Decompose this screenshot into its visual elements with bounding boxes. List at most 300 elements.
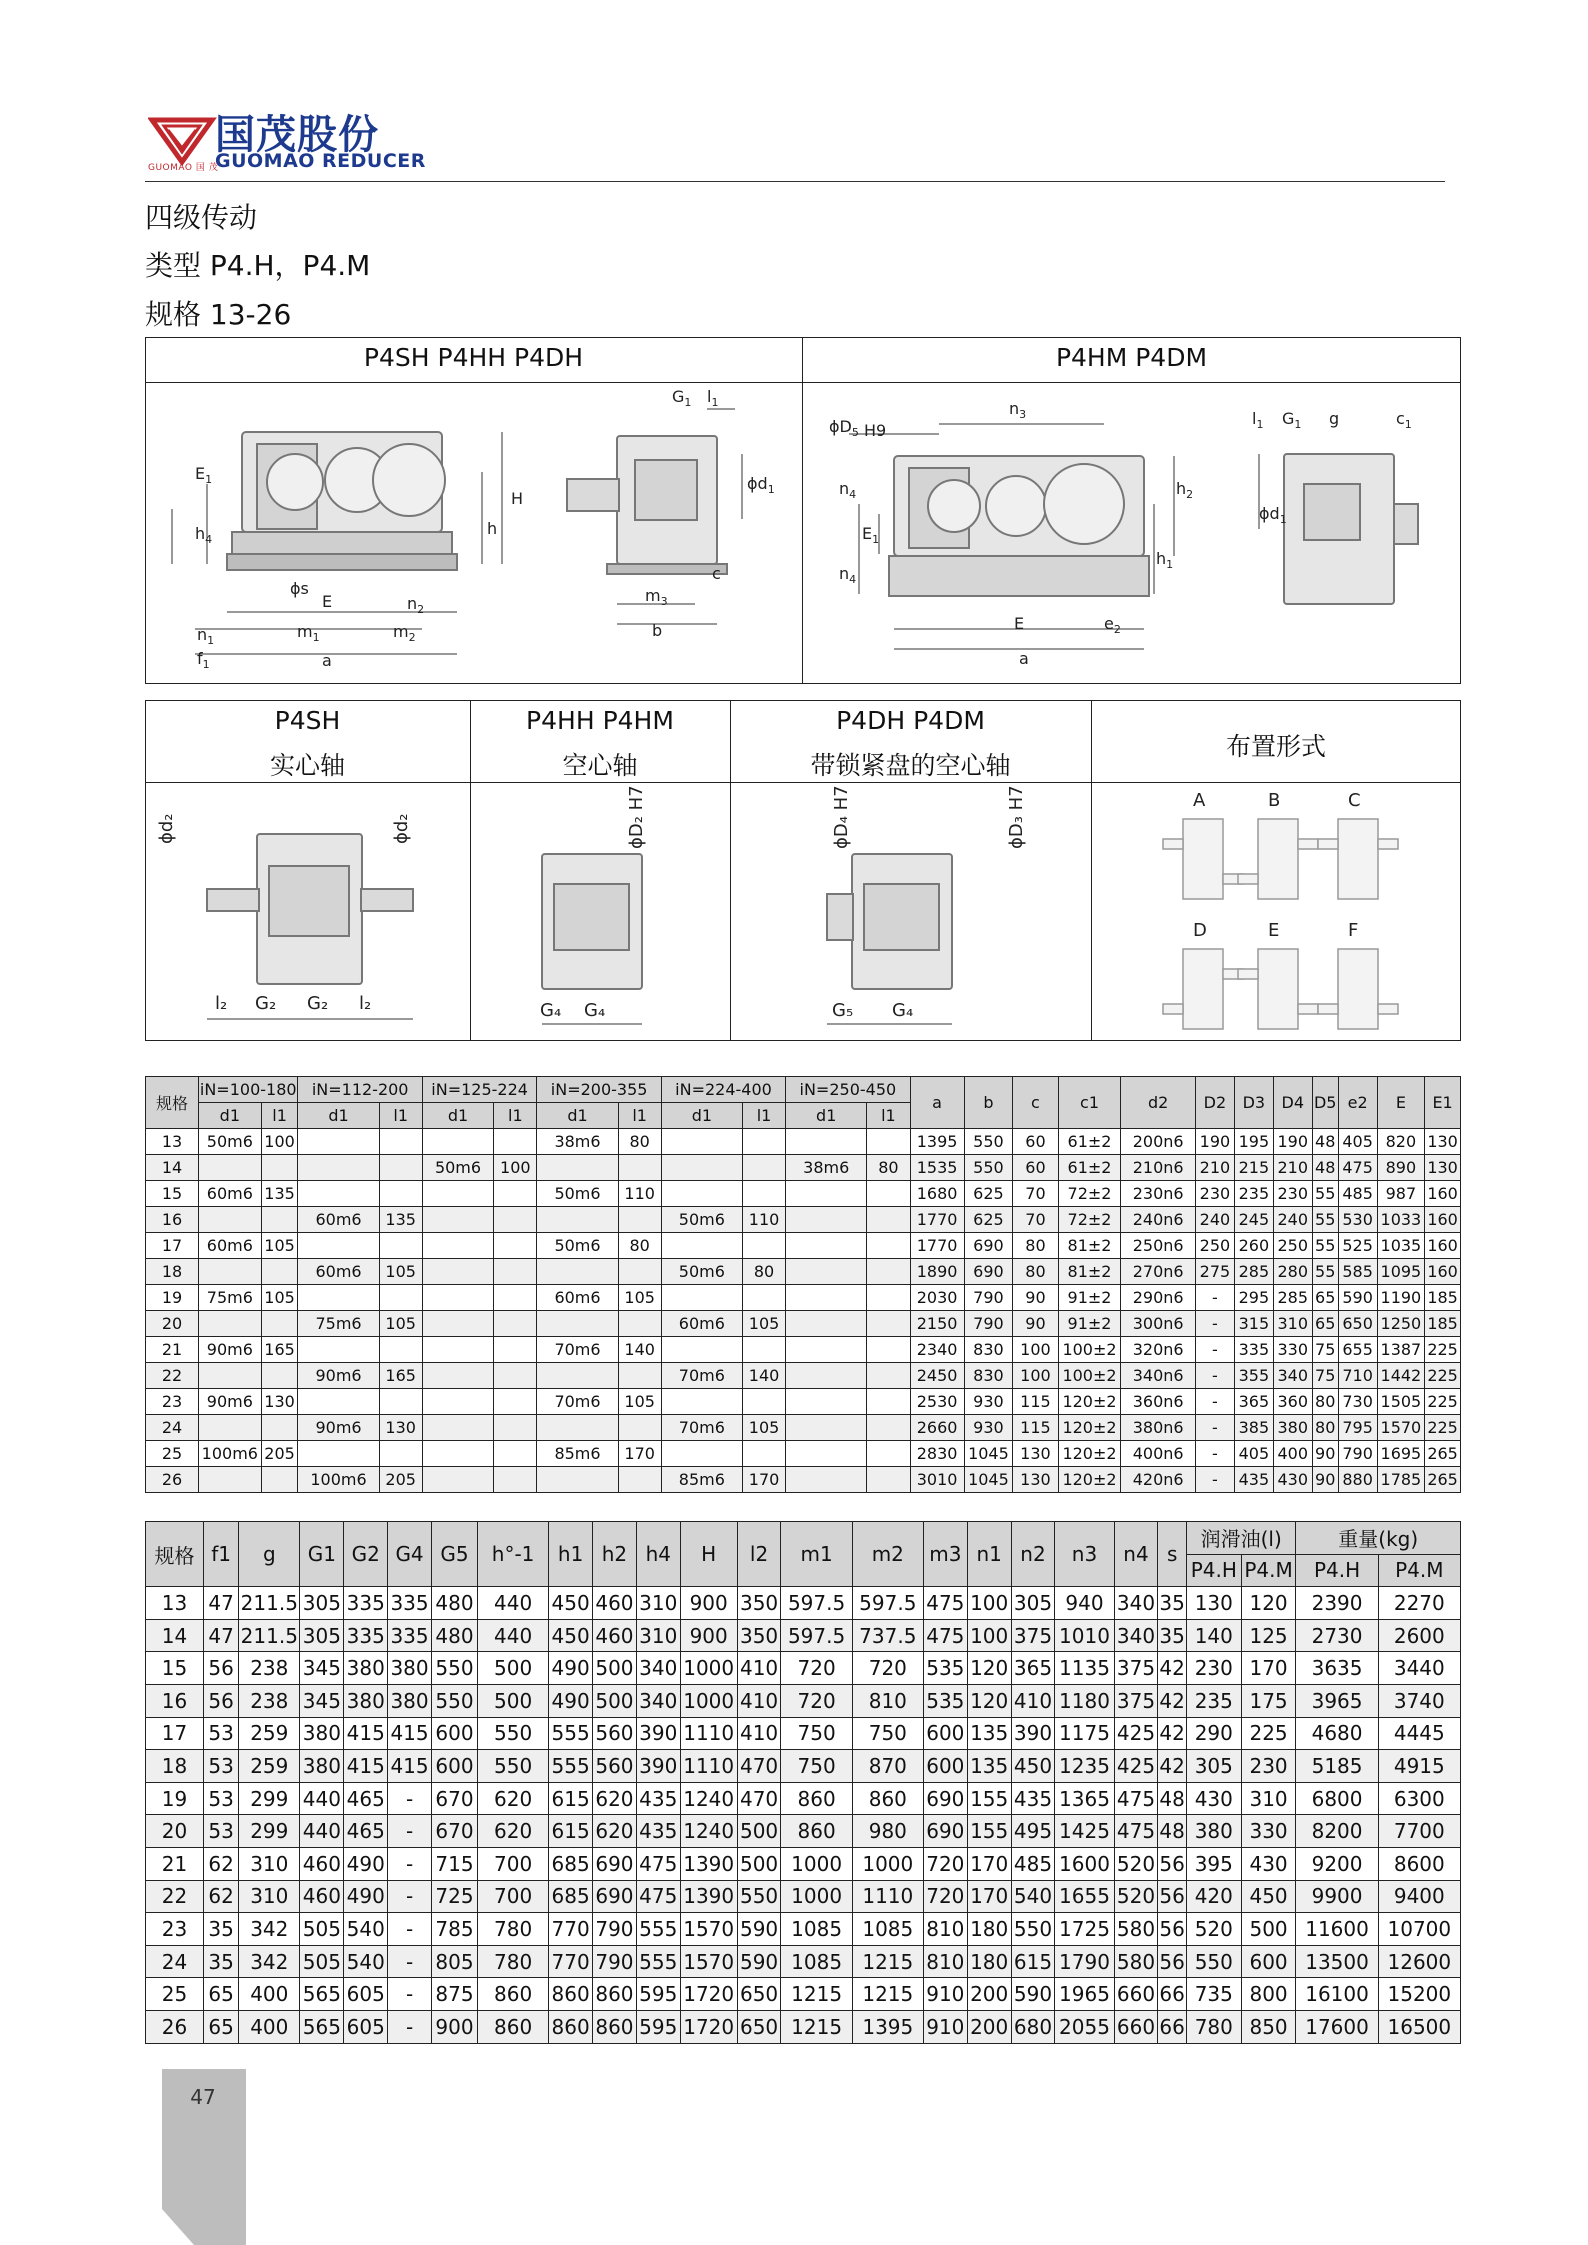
col-header: h4 [636,1522,680,1587]
col-header: l2 [737,1522,781,1587]
table-cell [422,1181,493,1207]
svg-text:m3: $m_3$ [645,586,668,608]
table-cell [786,1467,867,1493]
table-cell [298,1129,379,1155]
arrangement-diagrams [1093,784,1459,1039]
table-cell: 597.5 [852,1587,923,1620]
table-cell: 597.5 [781,1587,852,1620]
solid-shaft-drawing [147,784,469,1039]
table-cell [379,1285,422,1311]
table-cell: 230n6 [1121,1181,1196,1207]
table-cell: 12600 [1378,1945,1460,1978]
table-cell: 2660 [910,1415,964,1441]
table-cell: 295 [1234,1285,1273,1311]
table-cell: 225 [1425,1389,1461,1415]
table-cell [786,1285,867,1311]
table-cell: 21 [146,1847,204,1880]
table-cell: 105 [618,1389,661,1415]
table-cell: 90m6 [198,1389,261,1415]
table-cell: 790 [964,1285,1013,1311]
table-cell [494,1129,537,1155]
table-cell: 17 [146,1717,204,1750]
table-cell: - [388,1978,432,2011]
table-cell: 850 [1241,2010,1296,2043]
table-cell: 342 [239,1945,300,1978]
table-cell: 1785 [1377,1467,1425,1493]
table-cell: 530 [1338,1207,1377,1233]
shaft-title-shrink-disc: P4DH P4DM [836,706,985,735]
table-cell: 1965 [1055,1978,1114,2011]
table-cell [618,1155,661,1181]
table-cell [742,1181,785,1207]
table-cell: 105 [261,1233,298,1259]
table-cell: 660 [1114,2010,1158,2043]
table-cell: 85m6 [661,1467,742,1493]
brand-name-cn: 国茂股份 [215,112,379,158]
table-cell: 595 [636,1978,680,2011]
table-cell: 440 [477,1587,548,1620]
table-cell: 19 [146,1285,199,1311]
table-cell [661,1155,742,1181]
table-cell: 17 [146,1233,199,1259]
table-cell [537,1311,618,1337]
table-row [146,1587,1461,1620]
table-cell: 780 [477,1913,548,1946]
table-cell: 860 [477,1978,548,2011]
table-cell [786,1441,867,1467]
table-cell: 435 [636,1815,680,1848]
ratio-group-header: iN=200-355 [537,1077,661,1103]
table-cell: 100±2 [1058,1363,1121,1389]
table-cell: 565 [300,2010,344,2043]
table-cell: 120±2 [1058,1389,1121,1415]
table-cell: 13 [146,1129,199,1155]
table-cell: 490 [344,1880,388,1913]
table1-body [146,1129,1461,1493]
table-cell: 90m6 [198,1337,261,1363]
table-cell: 1695 [1377,1441,1425,1467]
table-cell: 500 [593,1652,637,1685]
table-row [146,1619,1461,1652]
table-cell: 225 [1425,1337,1461,1363]
table-cell: 155 [967,1782,1011,1815]
sub-header-l1: l1 [261,1103,298,1129]
table-cell: 250 [1273,1233,1312,1259]
table-cell: 38m6 [537,1129,618,1155]
table-cell: 720 [852,1652,923,1685]
table-cell: 380 [388,1684,432,1717]
table-cell: 930 [964,1389,1013,1415]
table-cell [742,1233,785,1259]
svg-text:ϕD₃ H7: ϕD₃ H7 [1006,785,1027,849]
table-cell: 940 [1055,1587,1114,1620]
table-cell [298,1155,379,1181]
table-cell: 230 [1273,1181,1312,1207]
table-cell: 1215 [781,2010,852,2043]
table-cell: 500 [477,1652,548,1685]
svg-text:ϕs: ϕs [290,579,309,598]
table-cell: 60m6 [661,1311,742,1337]
table-cell: 330 [1273,1337,1312,1363]
table-cell: 130 [1013,1441,1058,1467]
table-cell [618,1415,661,1441]
table-cell: 160 [1425,1181,1461,1207]
table-cell: 2340 [910,1337,964,1363]
table-cell: 250 [1195,1233,1234,1259]
table-cell: 1387 [1377,1337,1425,1363]
table-cell: 475 [636,1847,680,1880]
table-cell: 91±2 [1058,1285,1121,1311]
table-cell: 1720 [680,2010,737,2043]
svg-text:l₂: l₂ [215,993,228,1014]
table-cell: 620 [477,1815,548,1848]
table-cell: 1770 [910,1207,964,1233]
table-cell [786,1181,867,1207]
table-cell: 860 [852,1782,923,1815]
table-cell: 600 [1241,1945,1296,1978]
table-cell: 730 [1338,1389,1377,1415]
table-cell [867,1441,910,1467]
table-cell: 55 [1312,1207,1338,1233]
table-cell: 48 [1312,1129,1338,1155]
table-cell: 280 [1273,1259,1312,1285]
table-cell: 18 [146,1259,199,1285]
table-cell [742,1155,785,1181]
table-cell: 11600 [1296,1913,1378,1946]
table-cell [867,1389,910,1415]
svg-text:g: g [1329,409,1340,428]
table-cell: 585 [1338,1259,1377,1285]
table-cell: 670 [431,1815,477,1848]
table-cell: 4445 [1378,1717,1460,1750]
table-cell: 1215 [781,1978,852,2011]
table-cell: - [1195,1415,1234,1441]
sub-header-l1: l1 [742,1103,785,1129]
table-cell: 340 [636,1684,680,1717]
table-cell: 170 [1241,1652,1296,1685]
table-cell: 750 [781,1750,852,1783]
table-cell: 135 [379,1207,422,1233]
table-cell: 16500 [1378,2010,1460,2043]
table-cell: 470 [737,1750,781,1783]
table-cell: - [1195,1311,1234,1337]
table-cell: 790 [1338,1441,1377,1467]
table-cell [298,1389,379,1415]
table-cell [618,1467,661,1493]
table-cell: 890 [1377,1155,1425,1181]
svg-text:G₂: G₂ [255,993,277,1014]
table-cell: 310 [1241,1782,1296,1815]
table-cell: 910 [923,2010,967,2043]
table-cell: 1365 [1055,1782,1114,1815]
table-cell: - [388,1913,432,1946]
table-cell: 550 [964,1129,1013,1155]
table-cell: 400 [239,2010,300,2043]
table-cell: 490 [549,1684,593,1717]
table-cell: 340 [636,1652,680,1685]
table-cell: 238 [239,1684,300,1717]
table-cell: 35 [1158,1587,1186,1620]
table-cell: 14 [146,1155,199,1181]
table-cell: 260 [1234,1233,1273,1259]
table-cell [198,1415,261,1441]
svg-text:G₄: G₄ [892,1000,914,1021]
col-header: G2 [344,1522,388,1587]
gearbox-hollow-shaft-drawing [804,384,1459,682]
table-cell: 620 [593,1815,637,1848]
table-cell: 650 [737,2010,781,2043]
table-cell: 17600 [1296,2010,1378,2043]
table-cell [261,1363,298,1389]
sub-header-d1: d1 [198,1103,261,1129]
svg-text:e2: $e_2$ [1104,614,1121,636]
table-cell: 135 [967,1717,1011,1750]
table-cell: 110 [618,1181,661,1207]
table-cell: 115 [1013,1415,1058,1441]
table-row [146,1285,1461,1311]
table-cell: 230 [1241,1750,1296,1783]
table-cell: 505 [300,1945,344,1978]
table-cell: 70m6 [537,1337,618,1363]
table-cell: 440 [477,1619,548,1652]
dim-header: E [1377,1077,1425,1129]
dim-header: c1 [1058,1077,1121,1129]
table-cell: 580 [1114,1945,1158,1978]
table-cell: 56 [204,1684,239,1717]
dim-header: D5 [1312,1077,1338,1129]
table-cell: 85m6 [537,1441,618,1467]
table-cell: 100m6 [298,1467,379,1493]
sub-header-d1: d1 [786,1103,867,1129]
table-cell: 140 [742,1363,785,1389]
table-cell: 72±2 [1058,1181,1121,1207]
table-cell: 42 [1158,1750,1186,1783]
table-cell [786,1233,867,1259]
table-cell [261,1467,298,1493]
sub-header-l1: l1 [494,1103,537,1129]
table-cell: 1770 [910,1233,964,1259]
table-cell [422,1129,493,1155]
table-cell: 415 [344,1717,388,1750]
table-cell: 805 [431,1945,477,1978]
table-cell [661,1181,742,1207]
table-cell: 1085 [852,1913,923,1946]
table-cell: 2730 [1296,1619,1378,1652]
table-cell: 415 [388,1750,432,1783]
table-cell: 65 [204,2010,239,2043]
table-cell: 860 [549,2010,593,2043]
table-row [146,1233,1461,1259]
table-cell: 520 [1114,1847,1158,1880]
col-header: f1 [204,1522,239,1587]
table-cell: 1095 [1377,1259,1425,1285]
table-cell: 460 [593,1619,637,1652]
table-cell: 410 [1011,1684,1055,1717]
table-cell: 860 [781,1782,852,1815]
table-cell: 600 [431,1750,477,1783]
table-cell: 90 [1013,1311,1058,1337]
ratio-group-header: iN=112-200 [298,1077,422,1103]
table-cell: 20 [146,1815,204,1848]
table-cell: 13500 [1296,1945,1378,1978]
table-cell: 190 [1273,1129,1312,1155]
table-cell: 105 [379,1311,422,1337]
table-cell: 265 [1425,1467,1461,1493]
table-cell: 24 [146,1415,199,1441]
table-cell: 485 [1338,1181,1377,1207]
table-cell: 225 [1241,1717,1296,1750]
arrangement-e-label: E [1268,920,1280,941]
table-cell: 75 [1312,1337,1338,1363]
table-cell: 1505 [1377,1389,1425,1415]
table-cell: 1442 [1377,1363,1425,1389]
table-cell: 66 [1158,2010,1186,2043]
table-cell: 130 [1186,1587,1241,1620]
table-cell: 555 [549,1717,593,1750]
table-cell: 135 [967,1750,1011,1783]
table-cell: 810 [852,1684,923,1717]
table-cell: 1000 [781,1847,852,1880]
svg-text:ϕd₂: ϕd₂ [156,813,177,844]
table-cell: 340n6 [1121,1363,1196,1389]
table-cell: 42 [1158,1652,1186,1685]
table-cell: - [388,1815,432,1848]
table-cell: 22 [146,1880,204,1913]
table-cell: 9900 [1296,1880,1378,1913]
col-header: H [680,1522,737,1587]
table-cell: 210 [1195,1155,1234,1181]
table-cell [422,1389,493,1415]
table-cell: 1395 [910,1129,964,1155]
table-cell: 335 [388,1619,432,1652]
col-header: h°-1 [477,1522,548,1587]
table-cell: 250n6 [1121,1233,1196,1259]
table-cell: 780 [1186,2010,1241,2043]
table-cell: 2530 [910,1389,964,1415]
table-cell: 60m6 [298,1207,379,1233]
table-cell [867,1337,910,1363]
table-cell: 450 [549,1619,593,1652]
table-cell: 55 [1312,1259,1338,1285]
arrangement-f-label: F [1348,920,1359,941]
table-cell: 1000 [680,1652,737,1685]
table-cell: 6800 [1296,1782,1378,1815]
table-row [146,1389,1461,1415]
table-cell: 80 [1312,1389,1338,1415]
table-cell: 26 [146,2010,204,2043]
table-cell: 170 [967,1847,1011,1880]
table-cell: 485 [1011,1847,1055,1880]
table-cell: 55 [1312,1181,1338,1207]
table-cell: 605 [344,2010,388,2043]
table-cell: 80 [618,1233,661,1259]
table-cell: 900 [431,2010,477,2043]
table-cell: 2270 [1378,1587,1460,1620]
table-cell: 380n6 [1121,1415,1196,1441]
table-cell: 42 [1158,1717,1186,1750]
table-cell: 360n6 [1121,1389,1196,1415]
table-cell: 80 [618,1129,661,1155]
drawing-title-right: P4HM P4DM [1055,343,1208,372]
table-cell: 60m6 [198,1233,261,1259]
table-cell: 310 [636,1587,680,1620]
col-header: m3 [923,1522,967,1587]
heading-transmission: 四级传动 [145,201,258,234]
svg-text:c: c [712,564,721,583]
table-cell: 91±2 [1058,1311,1121,1337]
table-cell: 430 [1186,1782,1241,1815]
table-cell: 720 [923,1847,967,1880]
table-cell: 115 [1013,1389,1058,1415]
table-cell: 615 [1011,1945,1055,1978]
table-row [146,1415,1461,1441]
table-cell: 1085 [781,1913,852,1946]
table-cell [261,1259,298,1285]
table-cell [786,1415,867,1441]
table-cell: 53 [204,1782,239,1815]
svg-text:E: E [322,592,333,611]
table-cell [261,1155,298,1181]
table-cell: 140 [618,1337,661,1363]
table-cell: 3740 [1378,1684,1460,1717]
table-row [146,1913,1461,1946]
table-cell: 50m6 [661,1259,742,1285]
svg-text:G₅: G₅ [832,1000,854,1021]
table-cell: 560 [593,1717,637,1750]
table-cell: 100 [967,1619,1011,1652]
table-cell: 16 [146,1684,204,1717]
table-cell: 47 [204,1587,239,1620]
table-cell: 415 [344,1750,388,1783]
table-cell: 440 [300,1782,344,1815]
table-cell: 460 [593,1587,637,1620]
table-cell: 620 [593,1782,637,1815]
table-cell [661,1441,742,1467]
table-cell: 460 [300,1880,344,1913]
table-cell: 320n6 [1121,1337,1196,1363]
table-cell: 555 [549,1750,593,1783]
table-cell [867,1259,910,1285]
svg-text:n4: $n_4$ [839,564,857,586]
svg-text:E: E [1014,614,1025,633]
table-cell: 5185 [1296,1750,1378,1783]
table-cell [618,1259,661,1285]
table-cell: 1110 [680,1717,737,1750]
brand-name-en: GUOMAO REDUCER [215,150,426,172]
dim-header: D3 [1234,1077,1273,1129]
table-cell: 1655 [1055,1880,1114,1913]
table-cell: 2150 [910,1311,964,1337]
table-cell: 1240 [680,1815,737,1848]
table-cell: 375 [1114,1684,1158,1717]
svg-text:G₂: G₂ [307,993,329,1014]
table-cell: 480 [431,1619,477,1652]
table-cell [867,1285,910,1311]
table-cell: 600 [431,1717,477,1750]
table-cell: 1010 [1055,1619,1114,1652]
table-cell: 200 [967,1978,1011,2011]
table-cell: 105 [261,1285,298,1311]
table-cell [494,1233,537,1259]
table-cell: 211.5 [239,1587,300,1620]
table-cell: 24 [146,1945,204,1978]
dim-header: D4 [1273,1077,1312,1129]
table-cell: 160 [1425,1207,1461,1233]
svg-text:l1: $l_1$ [1252,409,1264,431]
table-cell: 205 [261,1441,298,1467]
table-cell [422,1233,493,1259]
table-cell: 75m6 [298,1311,379,1337]
